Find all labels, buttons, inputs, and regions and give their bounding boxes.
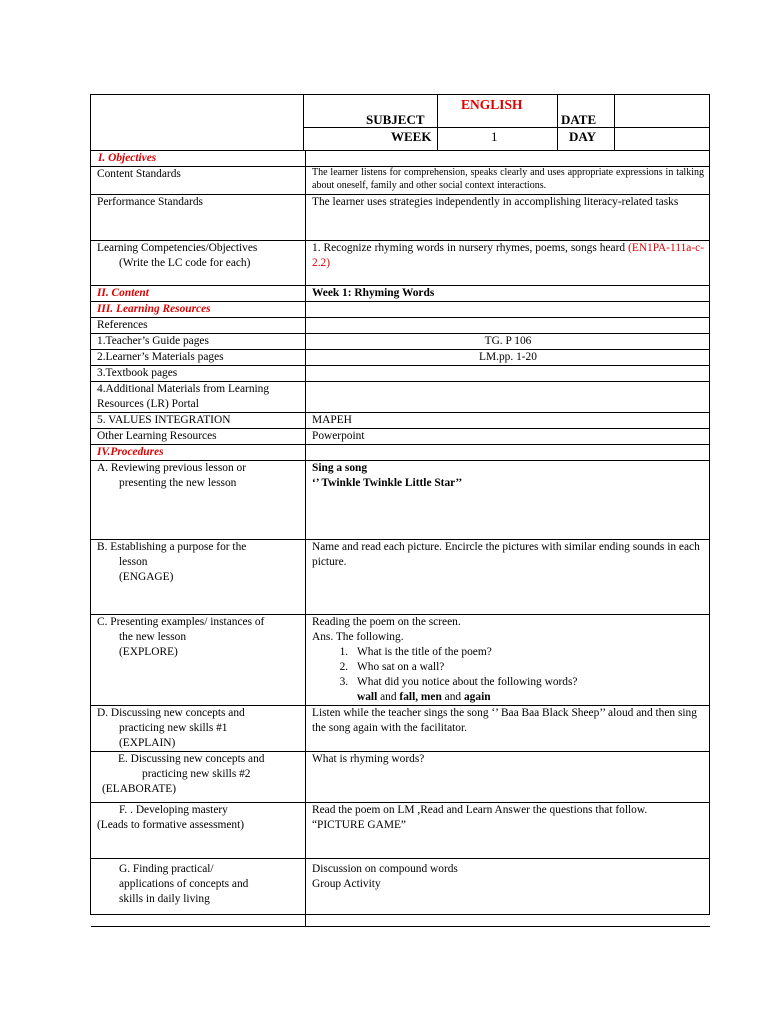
additional-label-2: Resources (LR) Portal xyxy=(97,398,199,410)
lm-label: 2.Learner’s Materials pages xyxy=(91,350,306,366)
proc-c-line2: Ans. The following. xyxy=(312,631,404,643)
proc-a-label-2: presenting the new lesson xyxy=(119,477,237,489)
proc-g-label-3: skills in daily living xyxy=(119,893,210,905)
subject-value: ENGLISH xyxy=(461,97,523,112)
proc-g-line1: Discussion on compound words xyxy=(312,863,458,875)
proc-c-line1: Reading the poem on the screen. xyxy=(312,616,461,628)
proc-g-line2: Group Activity xyxy=(312,878,381,890)
references-label: References xyxy=(91,318,306,334)
proc-b-label-2: lesson xyxy=(119,556,148,568)
day-label: DAY xyxy=(569,129,596,144)
proc-b-text: Name and read each picture. Encircle the pictures with similar ending sounds in each picture. xyxy=(306,540,711,615)
proc-c-words: wall and fall, men and again xyxy=(357,691,491,703)
resources-heading: III. Learning Resources xyxy=(97,303,211,315)
proc-d-label-2: practicing new skills #1 xyxy=(119,722,228,734)
list-item: 1. What is the title of the poem? xyxy=(351,645,704,660)
proc-e-label-2: practicing new skills #2 xyxy=(142,768,251,780)
proc-c-label-2: the new lesson xyxy=(119,631,187,643)
proc-d-label-1: D. Discussing new concepts and xyxy=(97,707,245,719)
header-block xyxy=(91,95,709,150)
proc-a-label-1: A. Reviewing previous lesson or xyxy=(97,462,247,474)
subject-label: SUBJECT xyxy=(366,112,425,127)
proc-e-label-1: E. Discussing new concepts and xyxy=(118,753,265,765)
competencies-sub: (Write the LC code for each) xyxy=(119,257,251,269)
proc-g-label-2: applications of concepts and xyxy=(119,878,249,890)
other-resources-value: Powerpoint xyxy=(306,429,711,445)
procedures-heading: IV.Procedures xyxy=(97,446,164,458)
proc-a-line1: Sing a song xyxy=(312,462,368,474)
values-label: 5. VALUES INTEGRATION xyxy=(91,413,306,429)
textbook-label: 3.Textbook pages xyxy=(91,366,306,382)
content-standards-label: Content Standards xyxy=(91,167,306,195)
proc-c-label-3: (EXPLORE) xyxy=(119,646,178,658)
objectives-heading: I. Objectives xyxy=(98,152,157,164)
content-standards-text: The learner listens for comprehension, speaks clearly and uses appropriate expressions in talking about oneself, family and other social context interactions. xyxy=(306,167,711,195)
proc-b-label-1: B. Establishing a purpose for the xyxy=(97,541,247,553)
additional-label-1: 4.Additional Materials from Learning xyxy=(97,383,270,395)
lesson-table xyxy=(91,150,710,927)
week-label: WEEK xyxy=(391,129,432,144)
proc-d-label-3: (EXPLAIN) xyxy=(119,737,176,749)
lesson-plan-page xyxy=(90,94,710,915)
competencies-text: 1. Recognize rhyming words in nursery rhymes, poems, songs heard xyxy=(312,242,626,254)
proc-f-label-1: F. . Developing mastery xyxy=(119,804,228,816)
proc-a-line2: ‘’ Twinkle Twinkle Little Star’’ xyxy=(312,477,463,489)
performance-standards-label: Performance Standards xyxy=(91,195,306,241)
list-item: 2. Who sat on a wall? xyxy=(351,660,704,675)
list-item: 3. What did you notice about the following words? xyxy=(351,675,704,690)
proc-e-text: What is rhyming words? xyxy=(306,752,711,803)
other-resources-label: Other Learning Resources xyxy=(91,429,306,445)
proc-f-label-2: (Leads to formative assessment) xyxy=(97,819,245,831)
proc-c-question-list xyxy=(312,645,704,690)
tg-value: TG. P 106 xyxy=(306,334,711,350)
content-value: Week 1: Rhyming Words xyxy=(306,286,711,302)
competencies-label: Learning Competencies/Objectives xyxy=(97,242,258,254)
week-value: 1 xyxy=(491,129,498,144)
content-heading: II. Content xyxy=(97,287,149,299)
proc-g-label-1: G. Finding practical/ xyxy=(119,863,214,875)
proc-f-line2: “PICTURE GAME” xyxy=(312,819,406,831)
proc-e-label-3: (ELABORATE) xyxy=(102,783,177,795)
date-label: DATE xyxy=(561,112,597,127)
competencies-code: (EN1PA-111a-c-2.2) xyxy=(312,242,704,269)
proc-f-line1: Read the poem on LM ,Read and Learn Answer the questions that follow. xyxy=(312,804,648,816)
performance-standards-text: The learner uses strategies independently in accomplishing literacy-related tasks xyxy=(306,195,711,241)
proc-d-text: Listen while the teacher sings the song ‘’ Baa Baa Black Sheep’’ aloud and then sing the song again with the facilitator. xyxy=(306,706,711,752)
proc-c-label-1: C. Presenting examples/ instances of xyxy=(97,616,265,628)
lm-value: LM.pp. 1-20 xyxy=(306,350,711,366)
tg-label: 1.Teacher’s Guide pages xyxy=(91,334,306,350)
values-value: MAPEH xyxy=(306,413,711,429)
proc-b-label-3: (ENGAGE) xyxy=(119,571,174,583)
